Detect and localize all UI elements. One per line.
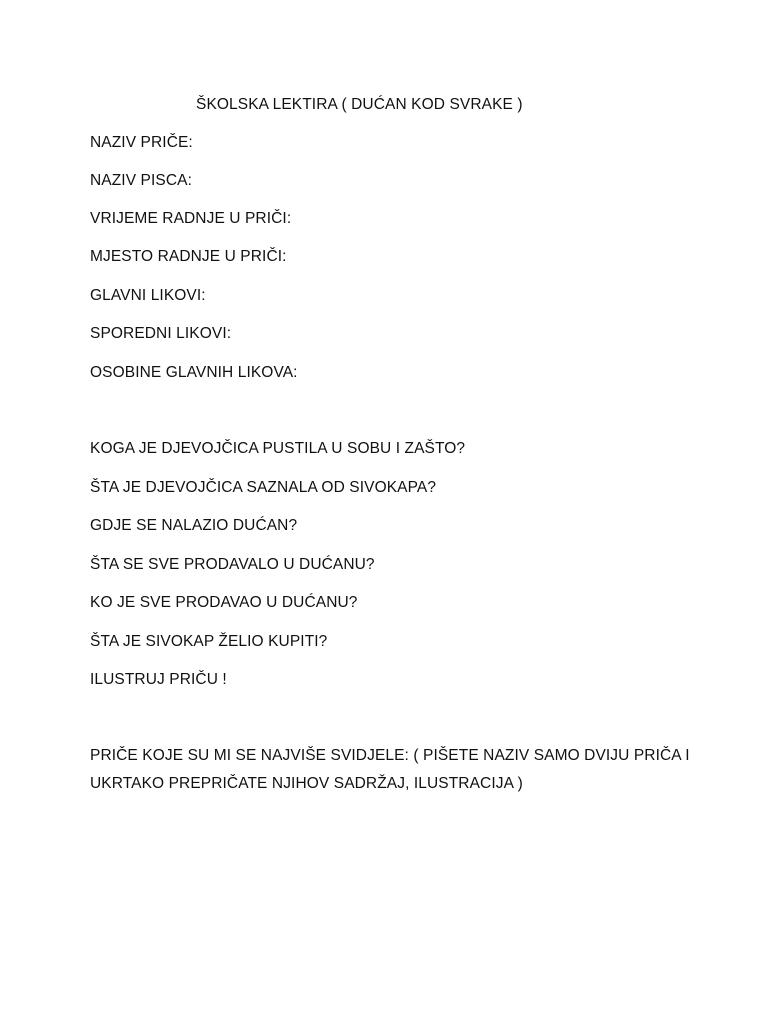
final-task-line-1: PRIČE KOJE SU MI SE NAJVIŠE SVIDJELE: ( PIŠETE NAZIV SAMO DVIJU PRIČA I xyxy=(90,747,690,764)
question-2: ŠTA JE DJEVOJČICA SAZNALA OD SIVOKAPA? xyxy=(90,479,437,496)
question-1: KOGA JE DJEVOJČICA PUSTILA U SOBU I ZAŠTO? xyxy=(90,440,466,457)
field-main-character-traits: OSOBINE GLAVNIH LIKOVA: xyxy=(90,364,298,381)
final-task xyxy=(90,742,690,798)
question-7: ILUSTRUJ PRIČU ! xyxy=(90,671,227,688)
question-3: GDJE SE NALAZIO DUĆAN? xyxy=(90,517,298,534)
question-6: ŠTA JE SIVOKAP ŽELIO KUPITI? xyxy=(90,633,328,650)
final-task-line-2: UKRTAKO PREPRIČATE NJIHOV SADRŽAJ, ILUSTRACIJA ) xyxy=(90,775,523,792)
field-author-name: NAZIV PISCA: xyxy=(90,172,192,189)
field-time-of-action: VRIJEME RADNJE U PRIČI: xyxy=(90,210,292,227)
document-title: ŠKOLSKA LEKTIRA ( DUĆAN KOD SVRAKE ) xyxy=(196,96,523,113)
question-4: ŠTA SE SVE PRODAVALO U DUĆANU? xyxy=(90,556,375,573)
field-story-name: NAZIV PRIČE: xyxy=(90,134,193,151)
field-main-characters: GLAVNI LIKOVI: xyxy=(90,287,206,304)
field-place-of-action: MJESTO RADNJE U PRIČI: xyxy=(90,248,287,265)
field-side-characters: SPOREDNI LIKOVI: xyxy=(90,325,232,342)
question-5: KO JE SVE PRODAVAO U DUĆANU? xyxy=(90,594,358,611)
